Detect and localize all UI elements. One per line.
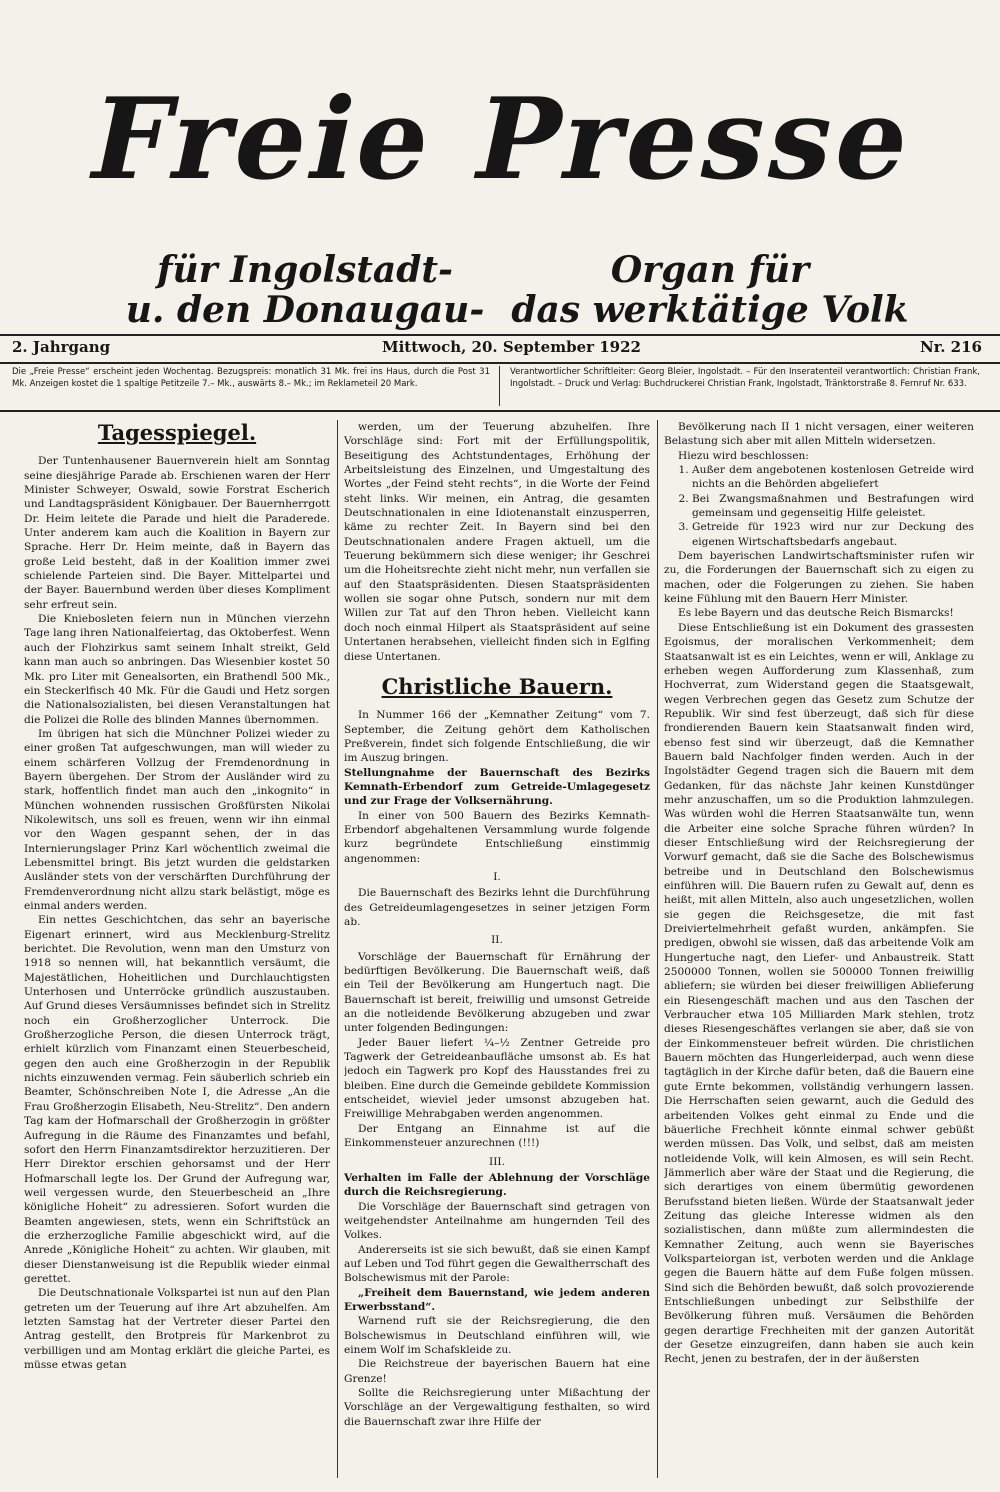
paragraph: Andererseits ist sie sich bewußt, daß sie einen Kampf auf Leben und Tod führt gegen die Gewaltherrschaft des Bolschewismus mit der Parole:: [344, 1243, 650, 1285]
issue-volume: 2. Jahrgang: [12, 338, 111, 356]
paragraph: Die Bauernschaft des Bezirks lehnt die Durchführung des Getreideumlagengesetzes in seiner jetzigen Form ab.: [344, 887, 650, 928]
list-item: 1. Außer dem angebotenen kostenlosen Getreide wird nichts an die Behörden abgeliefert: [692, 463, 974, 492]
resolution-heading: Stellungnahme der Bauernschaft des Bezirks Kemnath-Erbendorf zum Getreide-Umlagegesetz und zur Frage der Volksernährung.: [344, 766, 650, 808]
resolution-list: [664, 463, 974, 549]
subtitle-left-line-1: für Ingolstadt-: [157, 249, 453, 291]
info-rule-bottom: [0, 410, 1000, 412]
paragraph: Die Deutschnationale Volkspartei ist nun auf den Plan getreten um der Teuerung auf ihre Art abzuhelfen. Am letzten Samstag hat der Vertreter dieser Partei den Antrag gestellt, den Brotpreis für Markenbrot zu verbilligen und am Montag erklärt die gleiche Partei, es müsse etwas getan: [24, 1287, 330, 1371]
article-heading-christliche-bauern: Christliche Bauern.: [381, 673, 613, 699]
info-rule-top: [0, 362, 1000, 364]
paragraph: Diese Entschließung ist ein Dokument des grassesten Egoismus, der moralischen Verkommenheit; dem Staatsanwalt ist es ein Leichtes, wenn er will, Anklage zu erheben wegen Aufforderung zum Klassenhaß, zum Hochverrat, zum Widerstand gegen die Staatsgewalt, wegen Verbrechen gegen das Gesetz zum Schutze der Republik. Wir sind fest überzeugt, daß sich für diese frondierenden Bauern kein Staatsanwalt finden wird, ebenso fest sind wir überzeugt, daß die Kemnather Bauern bald Nachfolger finden werden. Auch in der Ingolstädter Gegend tragen sich die Bauern mit dem Gedanken, für das nächste Jahr keinen Kunstdünger mehr anzuschaffen, um so die Produktion lahmzulegen. Was würden wohl die Herren Staatsanwälte tun, wenn die Arbeiter eine solche Sprache führen würden? In dieser Entschließung wird der Reichsregierung der Vorwurf gemacht, daß sie die Sache des Bolschewismus betreibe und in Deutschland den Bolschewismus einführen will. Die Bauern rufen zu Gewalt auf, denn es heißt, mit allen Mitteln, also auch ungesetzlichen, wollen sie gegen die Reichsgesetze, die mit fast Dreiviertelmehrheit gefaßt wurden, ankämpfen. Sie predigen, obwohl sie wissen, daß das arbeitende Volk am Hungertuche nagt, den Liefer- und Anbaustreik. Statt 2500000 Tonnen, wollen sie 500000 Tonnen freiwillig abliefern; sie würden bei dieser freiwilligen Ablieferung ein Riesengeschäft machen und aus den Taschen der Verbraucher etwa 105 Milliarden Mark stehlen, trotz dieses Riesengeschäftes verlangen sie aber, daß sie von der Einkommensteuer befreit würden. Die christlichen Bauern möchten das Hungerleiderpad, auch wenn diese tagtäglich in der Kirche dafür beten, daß die Bauern eine gute Ernte bekommen, vollständig verhungern lassen. Die Herrschaften seien gewarnt, auch die Geduld des arbeitenden Volkes geht einmal zu Ende und die bäuerliche Frechheit könnte einmal schwer gebüßt werden müssen. Das Volk, und selbst, daß am meisten notleidende Volk, will kein Almosen, es will sein Recht. Jämmerlich aber wäre der Staat und die Regierung, die sich derartiges von einem übermütig gewordenen Berufsstand bieten ließen. Würde der Staatsanwalt jeder Zeitung das gleiche Interesse widmen als den sozialistischen, dann müßte zum allermindesten die Kemnather Zeitung, auch wenn sie Bayerisches Volksparteiorgan ist, verboten werden und die Anklage gegen die Bauern hätte auf dem Fuße folgen müssen. Sind sich die Behörden bewußt, daß solch provozierende Entschließungen unbedingt zur Selbsthilfe der Bevölkerung führen muß. Versäumen die Behörden gegen derartige Frechheiten mit der ganzen Autorität der Gesetze einzugreifen, dann haben sie auch kein Recht, jenen zu bestrafen, der in der äußersten: [664, 621, 974, 1366]
paragraph: Hiezu wird beschlossen:: [678, 449, 809, 462]
masthead-title: Freie Presse: [78, 74, 927, 205]
masthead: [30, 40, 975, 240]
section-number: I.: [493, 870, 501, 883]
issue-info-bar: [12, 338, 982, 360]
paragraph: Vorschläge der Bauernschaft für Ernährung der bedürftigen Bevölkerung. Die Bauernschaft weiß, daß ein Teil der Bevölkerung am Hungertuch nagt. Die Bauernschaft ist bereit, freiwillig und umsonst Getreide an die notleidende Bevölkerung abzugeben und zwar unter folgenden Bedingungen:: [344, 950, 650, 1035]
paragraph: Der Entgang an Einnahme ist auf die Einkommensteuer anzurechnen (!!!): [344, 1122, 650, 1150]
paragraph: Im übrigen hat sich die Münchner Polizei wieder zu einer großen Tat aufgeschwungen, man will wieder zu einem schärferen Vollzug der Fremdenordnung in Bayern übergehen. Der Strom der Ausländer wird zu stark, hoffentlich findet man auch den „inkognito“ in München wohnenden russischen Großfürsten Nikolai Nikolewitsch, uns soll es freuen, wenn wir ihn einmal vor den Wagen gespannt sehen, der in das Internierungslager Prinz Karl wöchentlich zweimal die Lebensmittel bringt. Bis jetzt wurden die geldstarken Ausländer stets von der verschärften Durchführung der Fremdenverordnung nicht allzu stark belästigt, möge es einmal anders werden.: [24, 727, 330, 912]
paragraph: Die Vorschläge der Bauernschaft sind getragen von weitgehendster Anteilnahme am hungernden Teil des Volkes.: [344, 1200, 650, 1242]
paragraph: Dem bayerischen Landwirtschaftsminister rufen wir zu, die Forderungen der Bauernschaft sich zu eigen zu machen, oder die Folgerungen zu ziehen. Sie haben keine Fühlung mit den Bauern Herr Minister.: [664, 550, 974, 606]
subtitle-right-line-1: Organ für: [610, 249, 810, 291]
masthead-subtitle-right: [490, 250, 930, 330]
masthead-rule: [0, 334, 1000, 336]
column-2: [344, 420, 650, 1478]
article-heading-tagesspiegel: Tagesspiegel.: [97, 420, 257, 445]
section-number: II.: [491, 934, 503, 947]
column-3: [664, 420, 974, 1478]
subtitle-right-line-2: das werktätige Volk: [511, 289, 909, 331]
list-item: 3. Getreide für 1923 wird nur zur Deckung des eigenen Wirtschaftsbedarfs angebaut.: [692, 520, 974, 549]
paragraph: Sollte die Reichsregierung unter Mißachtung der Vorschläge an der Vergewaltigung festhalten, so wird die Bauernschaft zwar ihre Hilfe der: [344, 1387, 650, 1428]
issue-date: Mittwoch, 20. September 1922: [382, 338, 641, 356]
issue-number: Nr. 216: [920, 338, 982, 356]
masthead-subtitle-left: [85, 250, 525, 330]
paragraph: werden, um der Teuerung abzuhelfen. Ihre Vorschläge sind: Fort mit der Erfüllungspolitik, Beseitigung des Achtstundentages, Erhöhung der Arbeitsleistung des Einzelnen, und Umgestaltung des Wortes „der Feind steht rechts“, in die Worte der Feind steht links. Wir meinen, ein Antrag, die gesamten Deutschnationalen in eine Idiotenanstalt einzusperren, käme zu rechter Zeit. In Bayern sind bei den Deutschnationalen andere Fragen aktuell, um die Teuerung bekümmern sich diese weniger; ihr Geschrei um die Hoheitsrechte zieht nicht mehr, nun verfallen sie auf den Staatspräsidenten. Diesen Staatspräsidenten wollen sie sogar ohne Putsch, sondern nur mit dem Willen zur Tat auf den Thron heben. Vielleicht kann doch noch einmal Hilpert als Staatspräsident auf seine Untertanen herabsehen, vielleicht finden sich in Eglfing diese Untertanen.: [344, 421, 650, 663]
column-divider-2: [657, 420, 658, 1478]
paragraph: Die Reichstreue der bayerischen Bauern hat eine Grenze!: [344, 1358, 650, 1385]
paragraph: Jeder Bauer liefert ¼–½ Zentner Getreide pro Tagwerk der Getreideanbaufläche umsonst ab. Es hat jedoch ein Tagwerk pro Kopf des Hausstandes frei zu bleiben. Eine durch die Gemeinde gebildete Kommission entscheidet, wieviel jeder umsonst abzugeben hat. Freiwillige Mehrabgaben werden angenommen.: [344, 1036, 650, 1121]
paragraph: Die Kniebosleten feiern nun in München vierzehn Tage lang ihren Nationalfeiertag, das Oktoberfest. Wenn auch der Flohzirkus samt seinem Inhalt streikt, Geld kann man auch so anbringen. Das Wiesenbier kostet 50 Mk. pro Liter mit Genealsorten, ein Brathendl 500 Mk., ein Steckerlfisch 40 Mk. Für die Gaudi und Hetz sorgen die Nationalsozialisten, bei diesen Veranstaltungen hat die Polizei die Rolle des blinden Mannes übernommen.: [24, 613, 330, 726]
section-title: Verhalten im Falle der Ablehnung der Vorschläge durch die Reichsregierung.: [344, 1171, 650, 1199]
paragraph: Es lebe Bayern und das deutsche Reich Bismarcks!: [678, 607, 954, 620]
paragraph: Bevölkerung nach II 1 nicht versagen, einer weiteren Belastung sich aber mit allen Mitteln widersetzen.: [664, 421, 974, 448]
paragraph: Ein nettes Geschichtchen, das sehr an bayerische Eigenart erinnert, wird aus Mecklenburg-Strelitz berichtet. Die Revolution, wenn man den Umsturz von 1918 so nennen will, hat bekanntlich versäumt, die Majestätlichen, Hoheitlichen und Durchlauchtigsten Unterhosen und Unterröcke gründlich auszustauben. Auf Grund dieses Versäumnisses befindet sich in Strelitz noch ein Großherzoglicher Unterrock. Die Großherzogliche Person, die diesen Unterrock trägt, erhielt kürzlich vom Finanzamt einen Steuerbescheid, gegen den auch eine Großherzogin in der Republik nichts einzuwenden vermag. Fein säuberlich schrieb ein Beamter, Schönschreiben Note I, die Adresse „An die Frau Großherzogin Elisabeth, Neu-Strelitz“. Den andern Tag kam der Hofmarschall der Großherzogin in größter Aufregung in die Räume des Finanzamtes und befahl, sofort den Herrn Finanzamtsdirektor herzuzitieren. Der Herr Direktor erschien gehorsamst und der Herr Hofmarschall legte los. Der Grund der Aufregung war, weil vergessen wurde, den Steuerbescheid an „Ihre königliche Hoheit“ zu adressieren. Sofort wurden die Beamten angewiesen, stets, wenn ein Schriftstück an die erzherzogliche Familie abgeschickt wird, auf die Anrede „Königliche Hoheit“ zu achten. Wir glauben, mit dieser Dienstanweisung ist die Republik wieder einmal gerettet.: [24, 914, 330, 1285]
subtitle-left-line-2: u. den Donaugau-: [125, 289, 485, 331]
column-divider-1: [337, 420, 338, 1478]
article-intro: In Nummer 166 der „Kemnather Zeitung“ vom 7. September, die Zeitung gehört dem Katholischen Preßverein, findet sich folgende Entschließung, die wir im Auszug bringen.: [344, 709, 650, 765]
paragraph: Warnend ruft sie der Reichsregierung, die den Bolschewismus in Deutschland einführen will, wie einem Wolf im Schafskleide zu.: [344, 1315, 650, 1356]
colophon-subscription: Die „Freie Presse“ erscheint jeden Wochentag. Bezugspreis: monatlich 31 Mk. frei ins Haus, durch die Post 31 Mk. Anzeigen kostet die 1 spaltige Petitzeile 7.– Mk., auswärts 8.– Mk.; im Reklameteil 20 Mark.: [12, 367, 490, 389]
column-1: [24, 420, 330, 1478]
colophon-editorial: Verantwortlicher Schriftleiter: Georg Bleier, Ingolstadt. – Für den Inseratenteil verantwortlich: Christian Frank, Ingolstadt. – Druck und Verlag: Buchdruckerei Christian Frank, Ingolstadt, Tränktorstraße 8. Fernruf Nr. 633.: [510, 367, 980, 389]
slogan: „Freiheit dem Bauernstand, wie jedem anderen Erwerbsstand“.: [344, 1286, 650, 1313]
colophon-divider: [499, 366, 500, 406]
resolution-lead: In einer von 500 Bauern des Bezirks Kemnath-Erbendorf abgehaltenen Versammlung wurde folgende kurz begründete Entschließung einstimmig angenommen:: [344, 809, 650, 865]
paragraph: Der Tuntenhausener Bauernverein hielt am Sonntag seine diesjährige Parade ab. Erschienen waren der Herr Minister Schweyer, Oswald, sowie Forstrat Escherich und Landtagspräsident Königbauer. Der Bauernherrgott Dr. Heim leitete die Parade und hielt die Paraderede. Unter anderem kam auch die Koalition in Bayern zur Sprache. Herr Dr. Heim meinte, daß in Bayern das große Leid besteht, daß in der Koalition immer zwei schielende Parteien sind. Die Bayer. Mittelpartei und der Bayer. Bauernbund werden über dieses Kompliment sehr erfreut sein.: [24, 455, 330, 611]
section-number: III.: [489, 1155, 505, 1168]
list-item: 2. Bei Zwangsmaßnahmen und Bestrafungen wird gemeinsam und gegenseitig Hilfe geleistet.: [692, 492, 974, 521]
